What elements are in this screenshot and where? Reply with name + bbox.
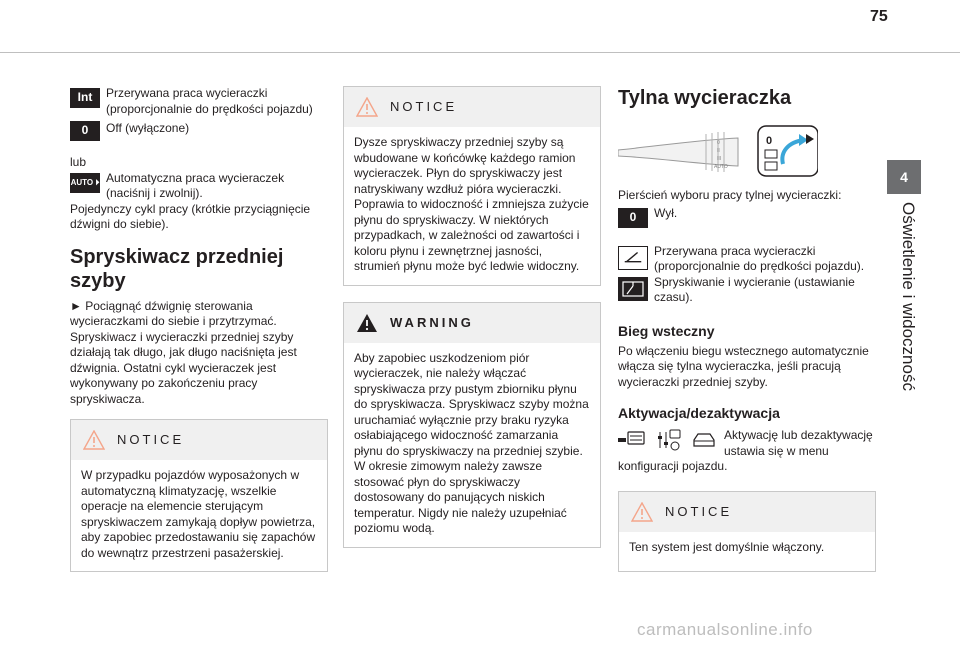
notice-text: Ten system jest domyślnie włączony. [629,539,825,554]
watermark: carmanualsonline.info [637,620,813,639]
lever-tick-label: II [717,148,720,154]
rear-wash-text: Spryskiwanie i wycieranie (ustawianie czasu). [654,274,855,304]
chapter-title-wrapper [887,200,921,400]
intermittent-mode-text: Przerywana praca wycieraczki (proporcjonalnie do prędkości pojazdu) [106,86,313,116]
notice-box-1 [70,419,328,572]
chapter-title: Oświetlenie i widoczność [899,202,918,391]
rear-wash-row [618,275,876,306]
warning-label: WARNING [390,314,474,330]
notice-header [71,420,327,460]
chapter-number-tab[interactable]: 4 [887,160,921,194]
intermittent-mode-row [70,86,328,117]
activation-text-2: konfiguracji pojazdu. [618,459,728,473]
single-cycle-text: Pojedynczy cykl pracy (krótkie przyciągnięcie dźwigni do siebie). [70,201,311,231]
notice-header [344,87,600,127]
notice-box-3 [618,491,876,573]
notice-triangle-icon [631,502,653,522]
column-1 [70,86,328,572]
rear-intermittent-icon [618,246,648,270]
notice-text: W przypadku pojazdów wyposażonych w automatyczną klimatyzację, wszelkie operacje na elemencie sterującym spryskiwaczem zamykają dopływ powietrza, aby zapobiec przedostawaniu się zapachów do wewnątrz przestrzeni pasażerskiej. [81,468,316,560]
reverse-gear-text: Po włączeniu biegu wstecznego automatycznie włącza się tylna wycieraczka, jeśli pracują wycieraczki przedniej szyby. [618,343,869,389]
column-3 [618,86,876,572]
notice-triangle-icon [83,430,105,450]
off-mode-text: Off (wyłączone) [106,121,190,135]
header-rule [0,52,960,53]
lever-tick-label: AUTO [714,164,728,170]
rear-intermittent-text: Przerywana praca wycieraczki (proporcjonalnie do prędkości pojazdu). [654,243,865,273]
auto-mode-badge: AUTO ⏵ [70,173,100,193]
notice-label: NOTICE [390,99,458,115]
notice-header [619,492,875,532]
lever-tick-label: III [717,156,722,162]
auto-mode-text: Automatyczna praca wycieraczek (naciśnij i zwolnij). [106,170,285,200]
rear-off-row [618,206,876,228]
rear-off-badge: 0 [618,208,648,228]
rear-wiper-title: Tylna wycieraczka [618,87,792,109]
int-mode-badge: Int [70,88,100,108]
activation-row [618,428,876,459]
warning-triangle-icon [356,313,378,333]
washer-section-title: Spryskiwacz przedniej szyby [70,245,284,292]
menu-navigation-icon [618,428,718,452]
washer-text: ► Pociągnąć dźwignię sterowania wycieraczkami do siebie i przytrzymać. Spryskiwacz i wycieraczki przedniej szyby działają tak długo, jak długo naciśnięta jest dźwignia. Ostatni cykl wycieraczek jest wykonywany po zakończeniu pracy spryskiwacza. [70,298,297,406]
activation-title: Aktywacja/dezaktywacja [618,405,780,421]
off-mode-badge: 0 [70,121,100,141]
lever-tick-label: 0 [717,140,720,146]
notice-triangle-icon [356,97,378,117]
notice-text: Dysze spryskiwaczy przedniej szyby są wbudowane w końcówkę każdego ramion wycieraczek. Płyn do spryskiwaczy jest natryskiwany wzdłuż pióra wycieraczki. Poprawia to widoczność i zmniejsza zużycie płynu do spryskiwaczy. W niektórych przypadkach, w zależności od zawartości i koloru płynu i zewnętrznej jasności, strumień płynu może być ledwie widoczny. [354,135,589,273]
rear-wash-icon [618,277,648,301]
reverse-gear-title: Bieg wsteczny [618,322,715,339]
warning-text: Aby zapobiec uszkodzeniom piór wycieraczek, nie należy włączać spryskiwacza przy pustym zbiorniku płynu do spryskiwacza. Spryskiwacz szyby można uruchamiać wyłącznie przy braku ryzyka osłabiającego widoczność zamarzania płynu do spryskiwaczy na przedniej szybie. W okresie zimowym należy zawsze stosować płyn do spryskiwaczy dostosowany do panujących niskich temperatur. Nigdy nie należy uzupełniać poziomu wodą. [354,350,589,535]
notice-label: NOTICE [117,432,185,448]
rear-off-text: Wył. [654,205,678,220]
auto-mode-row [70,171,328,202]
warning-header [344,303,600,343]
activation-text: Aktywację lub dezaktywację ustawia się w menu [724,428,873,458]
lub-text: lub [70,155,87,169]
lever-off-label: 0 [766,135,773,147]
page-number: 75 [870,8,888,25]
rear-wiper-lever-illustration [618,122,818,180]
column-2 [343,86,601,548]
notice-label: NOTICE [665,503,733,519]
notice-box-2 [343,86,601,286]
warning-box [343,302,601,548]
ring-text: Pierścień wyboru pracy tylnej wycieraczki: [618,188,842,202]
off-mode-row [70,119,328,141]
rear-intermittent-row [618,244,876,275]
